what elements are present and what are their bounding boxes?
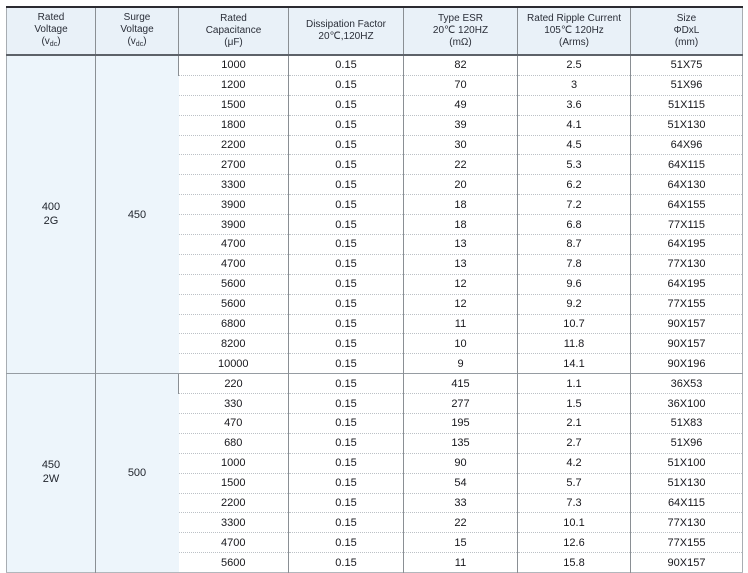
table-cell: 77X115: [631, 215, 743, 235]
table-cell: 0.15: [289, 553, 404, 573]
table-cell: 7.3: [518, 493, 631, 513]
table-cell: 18: [404, 215, 518, 235]
table-cell: 51X100: [631, 453, 743, 473]
table-cell: 36X53: [631, 374, 743, 394]
table-cell: 54: [404, 473, 518, 493]
table-cell: 64X195: [631, 274, 743, 294]
table-cell: 15: [404, 533, 518, 553]
table-cell: 3.6: [518, 95, 631, 115]
table-cell: 0.15: [289, 115, 404, 135]
table-cell: 90: [404, 453, 518, 473]
table-cell: 77X155: [631, 533, 743, 553]
table-cell: 49: [404, 95, 518, 115]
table-cell: 1000: [179, 55, 289, 75]
table-cell: 1500: [179, 95, 289, 115]
table-cell: 11: [404, 553, 518, 573]
capacitor-spec-table: [6, 6, 743, 573]
table-cell: 7.2: [518, 195, 631, 215]
table-cell: 4.2: [518, 453, 631, 473]
table-cell: 9: [404, 354, 518, 374]
column-header-4: Type ESR 20℃ 120HZ (mΩ): [404, 7, 518, 55]
table-cell: 90X196: [631, 354, 743, 374]
table-cell: 1200: [179, 75, 289, 95]
table-cell: 0.15: [289, 215, 404, 235]
table-cell: 70: [404, 75, 518, 95]
table-cell: 77X155: [631, 294, 743, 314]
table-cell: 6800: [179, 314, 289, 334]
table-cell: 3900: [179, 215, 289, 235]
table-cell: 90X157: [631, 334, 743, 354]
table-cell: 0.15: [289, 414, 404, 434]
table-cell: 51X75: [631, 55, 743, 75]
table-cell: 12.6: [518, 533, 631, 553]
table-cell: 4.1: [518, 115, 631, 135]
table-cell: 30: [404, 135, 518, 155]
table-cell: 0.15: [289, 433, 404, 453]
table-cell: 4.5: [518, 135, 631, 155]
column-header-1: Surge Voltage $(v_{dc})$: [96, 7, 179, 55]
table-cell: 0.15: [289, 513, 404, 533]
table-cell: 1.5: [518, 394, 631, 414]
table-cell: 277: [404, 394, 518, 414]
table-cell: 6.8: [518, 215, 631, 235]
table-cell: 195: [404, 414, 518, 434]
table-cell: 1500: [179, 473, 289, 493]
table-header: [7, 7, 743, 55]
table-cell: 0.15: [289, 175, 404, 195]
table-cell: 2.7: [518, 433, 631, 453]
table-cell: 1000: [179, 453, 289, 473]
table-cell: 11: [404, 314, 518, 334]
table-cell: 64X115: [631, 155, 743, 175]
table-cell: 3300: [179, 175, 289, 195]
table-cell: 2700: [179, 155, 289, 175]
table-cell: 3300: [179, 513, 289, 533]
table-cell: 51X96: [631, 433, 743, 453]
table-cell: 0.15: [289, 254, 404, 274]
column-header-0: Rated Voltage $(v_{dc})$: [7, 7, 96, 55]
rated-voltage-cell: 450 2W: [7, 374, 96, 573]
table-cell: 0.15: [289, 274, 404, 294]
table-cell: 135: [404, 433, 518, 453]
table-cell: 8.7: [518, 235, 631, 255]
table-cell: 0.15: [289, 493, 404, 513]
table-cell: 5600: [179, 553, 289, 573]
column-header-5: Rated Ripple Current 105℃ 120Hz (Arms): [518, 7, 631, 55]
table-cell: 9.2: [518, 294, 631, 314]
table-cell: 33: [404, 493, 518, 513]
table-cell: 12: [404, 294, 518, 314]
table-cell: 14.1: [518, 354, 631, 374]
table-cell: 51X130: [631, 115, 743, 135]
table-row: [7, 55, 743, 75]
table-cell: 9.6: [518, 274, 631, 294]
table-cell: 2.1: [518, 414, 631, 434]
table-cell: 51X115: [631, 95, 743, 115]
table-cell: 5600: [179, 274, 289, 294]
table-cell: 3900: [179, 195, 289, 215]
table-cell: 5.7: [518, 473, 631, 493]
table-cell: 3: [518, 75, 631, 95]
table-cell: 22: [404, 513, 518, 533]
table-cell: 1.1: [518, 374, 631, 394]
table-cell: 0.15: [289, 354, 404, 374]
table-cell: 51X83: [631, 414, 743, 434]
table-cell: 0.15: [289, 473, 404, 493]
table-cell: 0.15: [289, 135, 404, 155]
table-cell: 64X96: [631, 135, 743, 155]
table-cell: 415: [404, 374, 518, 394]
table-cell: 4700: [179, 533, 289, 553]
table-cell: 18: [404, 195, 518, 215]
table-cell: 2200: [179, 493, 289, 513]
table-cell: 13: [404, 254, 518, 274]
table-cell: 22: [404, 155, 518, 175]
table-cell: 0.15: [289, 453, 404, 473]
table-cell: 0.15: [289, 75, 404, 95]
table-cell: 0.15: [289, 235, 404, 255]
table-cell: 51X96: [631, 75, 743, 95]
table-cell: 10: [404, 334, 518, 354]
table-cell: 12: [404, 274, 518, 294]
table-cell: 90X157: [631, 553, 743, 573]
table-cell: 10.7: [518, 314, 631, 334]
table-cell: 64X195: [631, 235, 743, 255]
table-cell: 0.15: [289, 195, 404, 215]
table-cell: 36X100: [631, 394, 743, 414]
column-header-3: Dissipation Factor 20℃,120HZ: [289, 7, 404, 55]
table-cell: 0.15: [289, 95, 404, 115]
table-cell: 0.15: [289, 533, 404, 553]
surge-voltage-cell: 450: [96, 55, 179, 374]
table-cell: 82: [404, 55, 518, 75]
table-cell: 51X130: [631, 473, 743, 493]
table-cell: 20: [404, 175, 518, 195]
table-cell: 64X130: [631, 175, 743, 195]
column-header-2: Rated Capacitance (μF): [179, 7, 289, 55]
table-cell: 0.15: [289, 334, 404, 354]
table-cell: 4700: [179, 254, 289, 274]
table-cell: 7.8: [518, 254, 631, 274]
table-cell: 6.2: [518, 175, 631, 195]
table-body: [7, 55, 743, 573]
table-cell: 220: [179, 374, 289, 394]
table-cell: 10.1: [518, 513, 631, 533]
capacitor-spec-table-wrap: [6, 6, 743, 573]
table-cell: 0.15: [289, 394, 404, 414]
table-cell: 5600: [179, 294, 289, 314]
surge-voltage-cell: 500: [96, 374, 179, 573]
table-cell: 1800: [179, 115, 289, 135]
header-row: [7, 7, 743, 55]
table-cell: 2.5: [518, 55, 631, 75]
table-cell: 64X115: [631, 493, 743, 513]
table-cell: 4700: [179, 235, 289, 255]
rated-voltage-cell: 400 2G: [7, 55, 96, 374]
table-cell: 470: [179, 414, 289, 434]
table-cell: 0.15: [289, 294, 404, 314]
table-cell: 15.8: [518, 553, 631, 573]
table-cell: 8200: [179, 334, 289, 354]
column-header-6: Size ΦDxL (mm): [631, 7, 743, 55]
table-cell: 64X155: [631, 195, 743, 215]
table-cell: 77X130: [631, 513, 743, 533]
table-cell: 39: [404, 115, 518, 135]
table-cell: 0.15: [289, 314, 404, 334]
table-cell: 5.3: [518, 155, 631, 175]
table-cell: 2200: [179, 135, 289, 155]
table-cell: 0.15: [289, 374, 404, 394]
table-cell: 0.15: [289, 155, 404, 175]
table-cell: 11.8: [518, 334, 631, 354]
table-cell: 680: [179, 433, 289, 453]
table-cell: 0.15: [289, 55, 404, 75]
table-cell: 10000: [179, 354, 289, 374]
table-row: [7, 374, 743, 394]
table-cell: 330: [179, 394, 289, 414]
table-cell: 77X130: [631, 254, 743, 274]
table-cell: 13: [404, 235, 518, 255]
table-cell: 90X157: [631, 314, 743, 334]
